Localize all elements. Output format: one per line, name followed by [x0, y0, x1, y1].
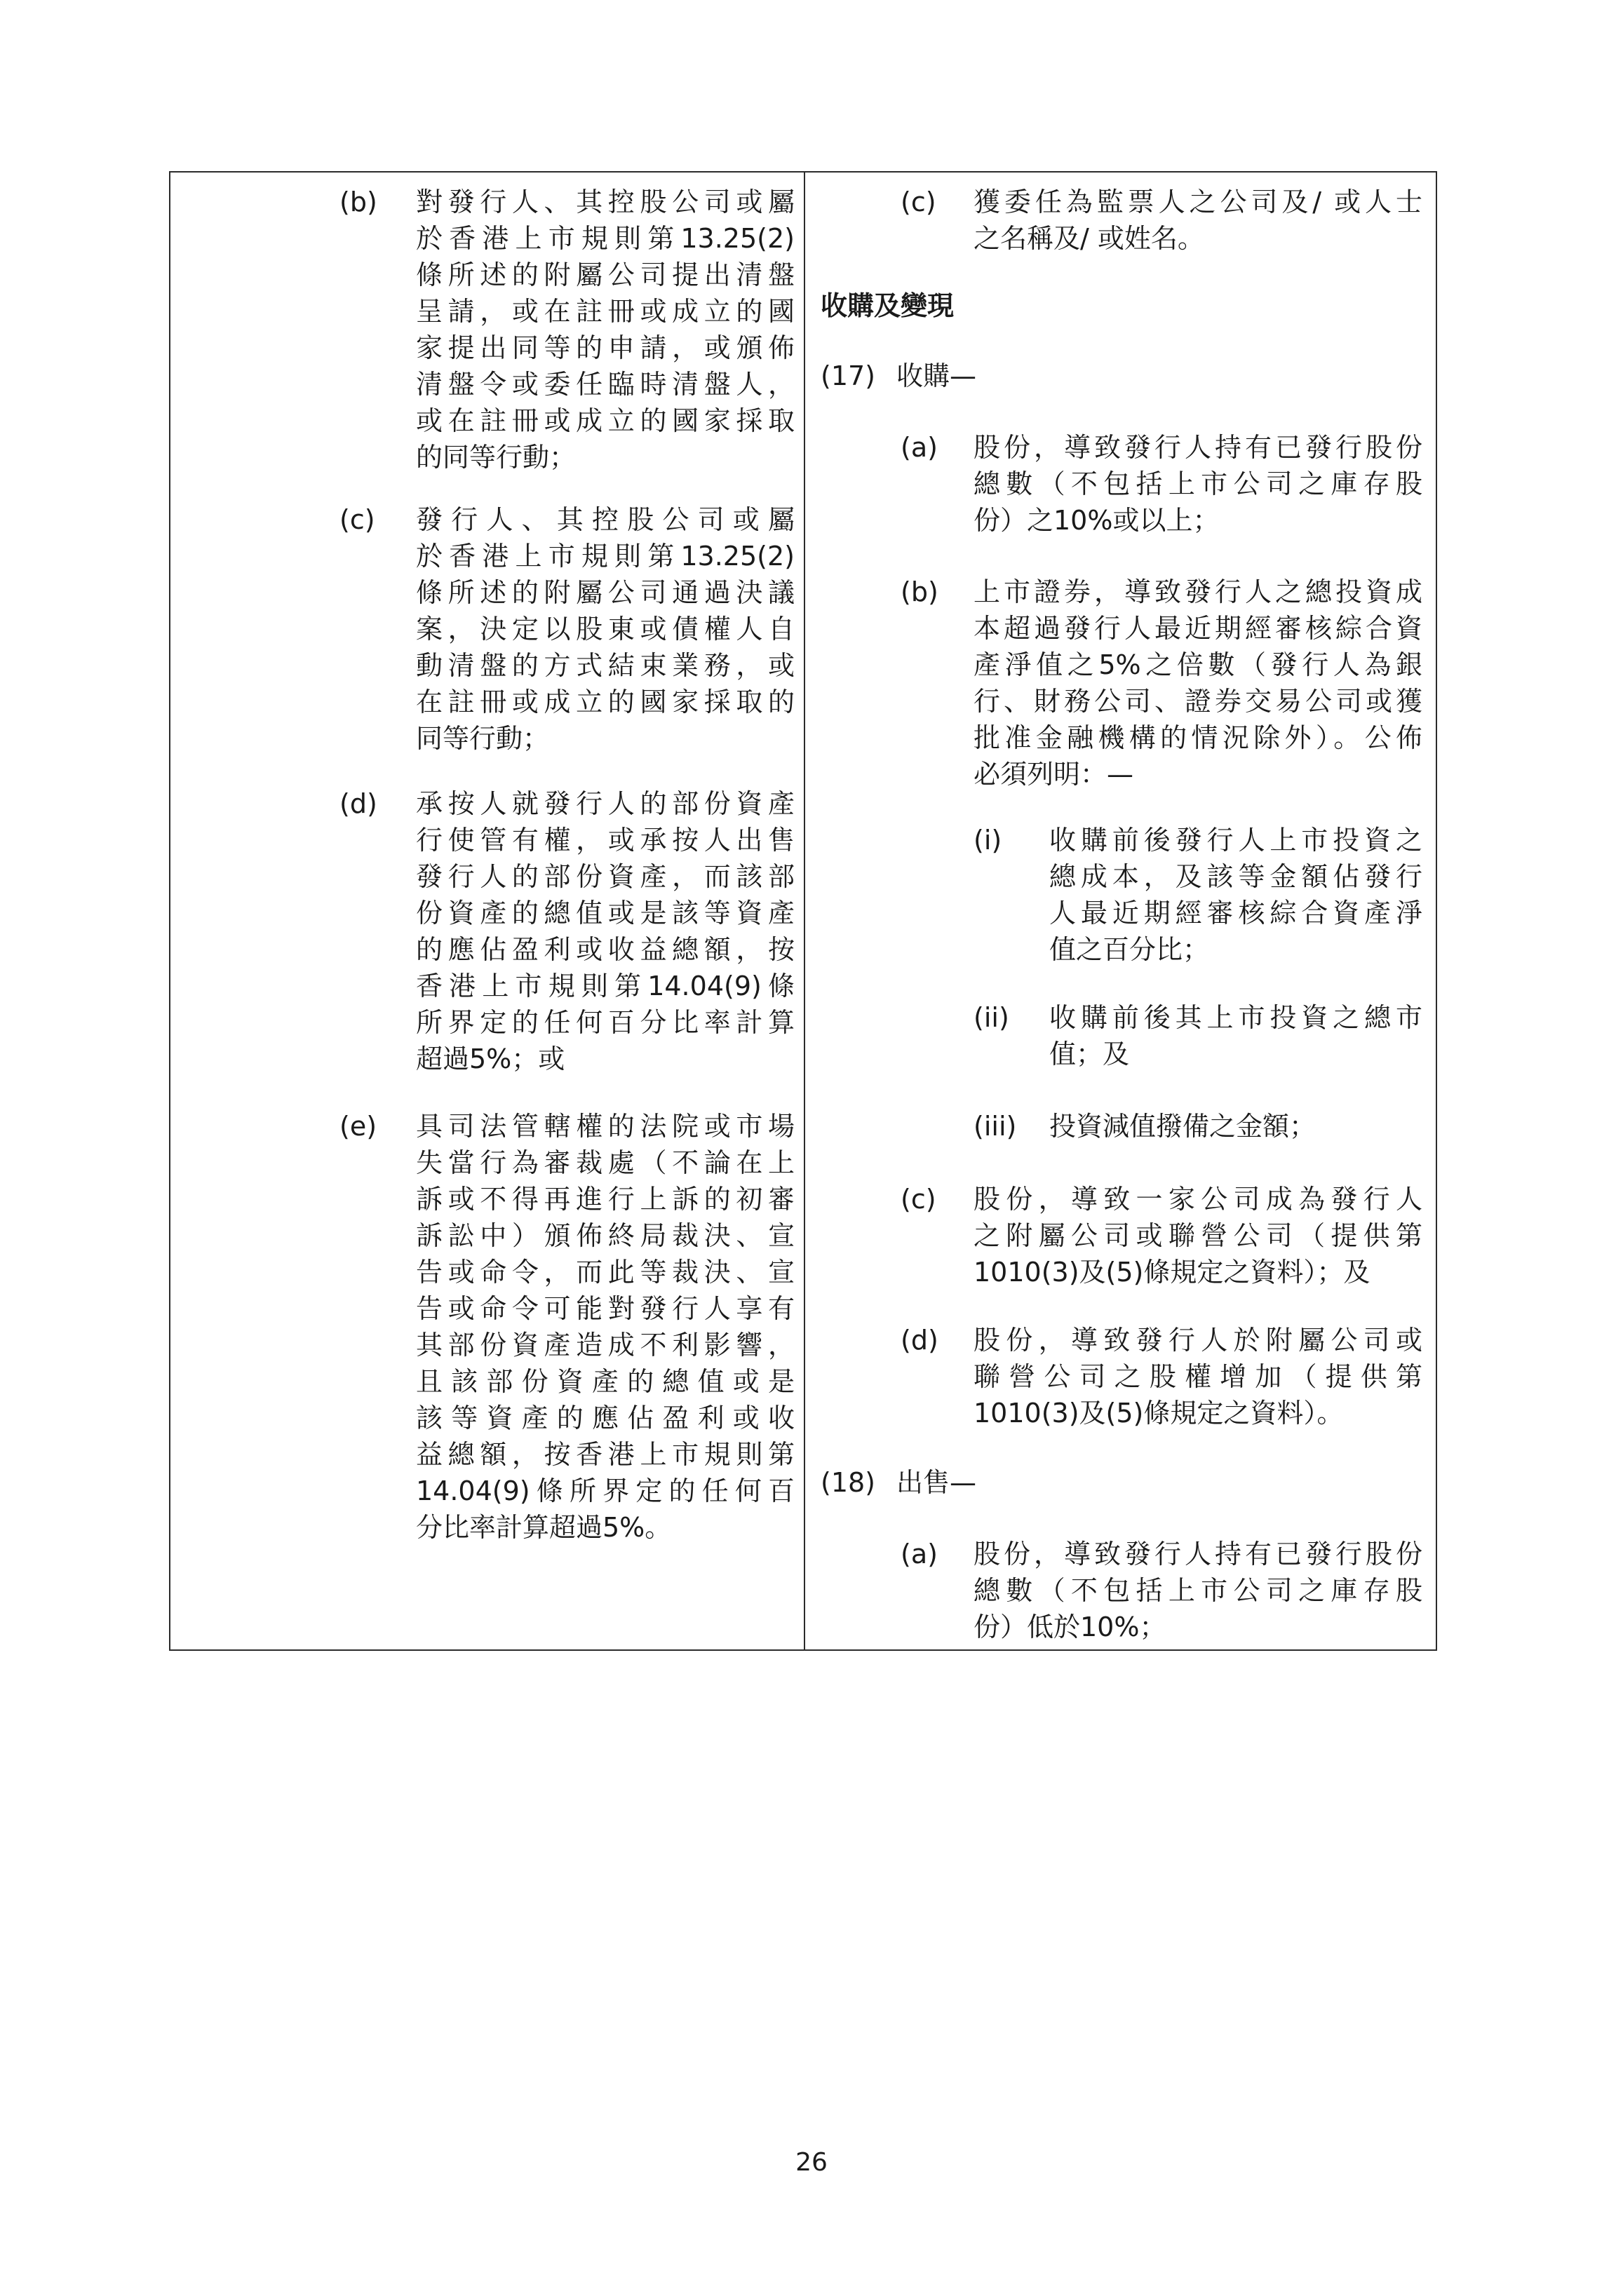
- s17-a-label: (a): [901, 432, 938, 463]
- s17-b-iii-text: 投資減值撥備之金額；: [1049, 1111, 1316, 1142]
- item-c-text: 發行人、其控股公司或屬 於香港上市規則第13.25(2) 條所述的附屬公司通過決議 案，決定以股東或債權人自 動清盤的方式結束業務，或 在註冊或成立的國家採取的 同等行動；: [416, 504, 795, 754]
- item-label-c: (c): [339, 504, 375, 535]
- item-b-text: 對發行人、其控股公司或屬 於香港上市規則第13.25(2) 條所述的附屬公司提出清盤 呈請，或在註冊或成立的國 家提出同等的申請，或頒佈 清盤令或委任臨時清盤人， 或在註冊或成立的國家採取 的同等行動；: [416, 187, 795, 473]
- s17-b-label: (b): [901, 576, 938, 607]
- s17-c-text: 股份，導致一家公司成為發行人 之附屬公司或聯營公司（提供第 1010(3)及(5)條規定之資料）；及: [974, 1184, 1422, 1288]
- item-label-e: (e): [339, 1111, 377, 1142]
- right-item-c-text: 獲委任為監票人之公司及/ 或人士 之名稱及/ 或姓名。: [974, 187, 1422, 254]
- s17-b-i-text: 收購前後發行人上市投資之 總成本，及該等金額佔發行 人最近期經審核綜合資產淨 值之百分比；: [1049, 825, 1422, 965]
- s18-a-label: (a): [901, 1539, 938, 1569]
- column-divider: [804, 171, 805, 1651]
- section-heading: 收購及變現: [821, 290, 955, 321]
- s17-b-text: 上市證券，導致發行人之總投資成 本超過發行人最近期經審核綜合資 產淨值之5%之倍數（發行人為銀 行、財務公司、證券交易公司或獲 批准金融機構的情況除外）。公佈 必須列明：—: [974, 576, 1422, 790]
- s17-c-label: (c): [901, 1184, 936, 1215]
- section-18-title: 出售—: [896, 1467, 977, 1498]
- s17-b-iii-label: (iii): [974, 1111, 1017, 1142]
- item-e-text: 具司法管轄權的法院或市場 失當行為審裁處（不論在上 訴或不得再進行上訴的初審 訴訟中）頒佈終局裁決、宣 告或命令，而此等裁決、宣 告或命令可能對發行人享有 其部份資產造成不利影響， 且該部份資產的總值或是 該等資產的應佔盈利或收 益總額，按香港上市規則第 14.04(9)條所界定的任何百 分比率計算超過5%。: [416, 1111, 795, 1543]
- section-17-title: 收購—: [896, 360, 977, 391]
- s17-a-text: 股份，導致發行人持有已發行股份 總數（不包括上市公司之庫存股 份）之10%或以上；: [974, 432, 1422, 536]
- section-17-label: (17): [821, 360, 876, 391]
- s17-d-text: 股份，導致發行人於附屬公司或 聯營公司之股權增加（提供第 1010(3)及(5)條規定之資料）。: [974, 1325, 1422, 1429]
- item-label-d: (d): [339, 788, 377, 819]
- s17-d-label: (d): [901, 1325, 938, 1356]
- item-d-text: 承按人就發行人的部份資產 行使管有權，或承按人出售 發行人的部份資產，而該部 份資產的總值或是該等資產 的應佔盈利或收益總額，按 香港上市規則第14.04(9)條 所界定的任何百分比率計算 超過5%；或: [416, 788, 795, 1074]
- page-number: 26: [795, 2148, 828, 2177]
- item-label-b: (b): [339, 187, 377, 217]
- s17-b-i-label: (i): [974, 825, 1002, 856]
- right-item-label-c: (c): [901, 187, 936, 217]
- s17-b-ii-text: 收購前後其上市投資之總市 值；及: [1049, 1002, 1422, 1069]
- section-18-label: (18): [821, 1467, 876, 1498]
- s18-a-text: 股份，導致發行人持有已發行股份 總數（不包括上市公司之庫存股 份）低於10%；: [974, 1539, 1422, 1642]
- s17-b-ii-label: (ii): [974, 1002, 1009, 1033]
